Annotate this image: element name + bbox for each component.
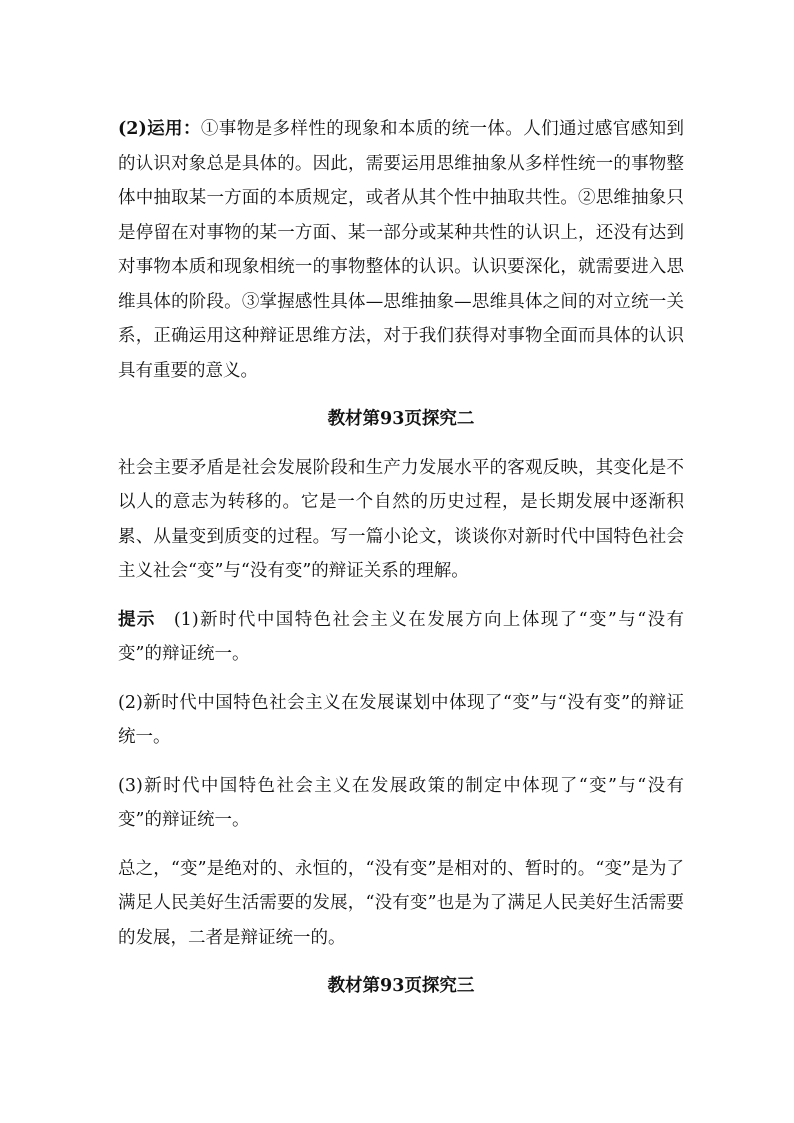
- exploration-2-heading: 教材第93页探究二: [327, 409, 475, 429]
- section-2-paragraph: [118, 112, 684, 388]
- tip-point-1: [118, 603, 684, 672]
- section-2-label: (2)运用：: [118, 119, 201, 139]
- tip-point-3: (3)新时代中国特色社会主义在发展政策的制定中体现了“变”与“没有变”的辩证统一。: [118, 775, 684, 830]
- tip-point-1-text: (1)新时代中国特色社会主义在发展方向上体现了“变”与“没有变”的辩证统一。: [118, 609, 684, 664]
- tip-point-2: (2)新时代中国特色社会主义在发展谋划中体现了“变”与“没有变”的辩证统一。: [118, 692, 684, 747]
- document-page: [118, 112, 684, 1018]
- tip-summary: 总之，“变”是绝对的、永恒的，“没有变”是相对的、暂时的。“变”是为了满足人民美好生活需要的发展，“没有变”也是为了满足人民美好生活需要的发展，二者是辩证统一的。: [118, 858, 684, 948]
- section-2-text: ①事物是多样性的现象和本质的统一体。人们通过感官感知到的认识对象总是具体的。因此，需要运用思维抽象从多样性统一的事物整体中抽取某一方面的本质规定，或者从其个性中抽取共性。②思维抽象只是停留在对事物的某一方面、某一部分或某种共性的认识上，还没有达到对事物本质和现象相统一的事物整体的认识。认识要深化，就需要进入思维具体的阶段。③掌握感性具体—思维抽象—思维具体之间的对立统一关系，正确运用这种辩证思维方法，对于我们获得对事物全面而具体的认识具有重要的意义。: [118, 119, 684, 381]
- tip-label: 提示: [118, 609, 156, 630]
- exploration-3-heading: 教材第93页探究三: [327, 976, 475, 996]
- exploration-2-question: 社会主要矛盾是社会发展阶段和生产力发展水平的客观反映，其变化是不以人的意志为转移的。它是一个自然的历史过程，是长期发展中逐渐积累、从量变到质变的过程。写一篇小论文，谈谈你对新时代中国特色社会主义社会“变”与“没有变”的辩证关系的理解。: [118, 457, 684, 581]
